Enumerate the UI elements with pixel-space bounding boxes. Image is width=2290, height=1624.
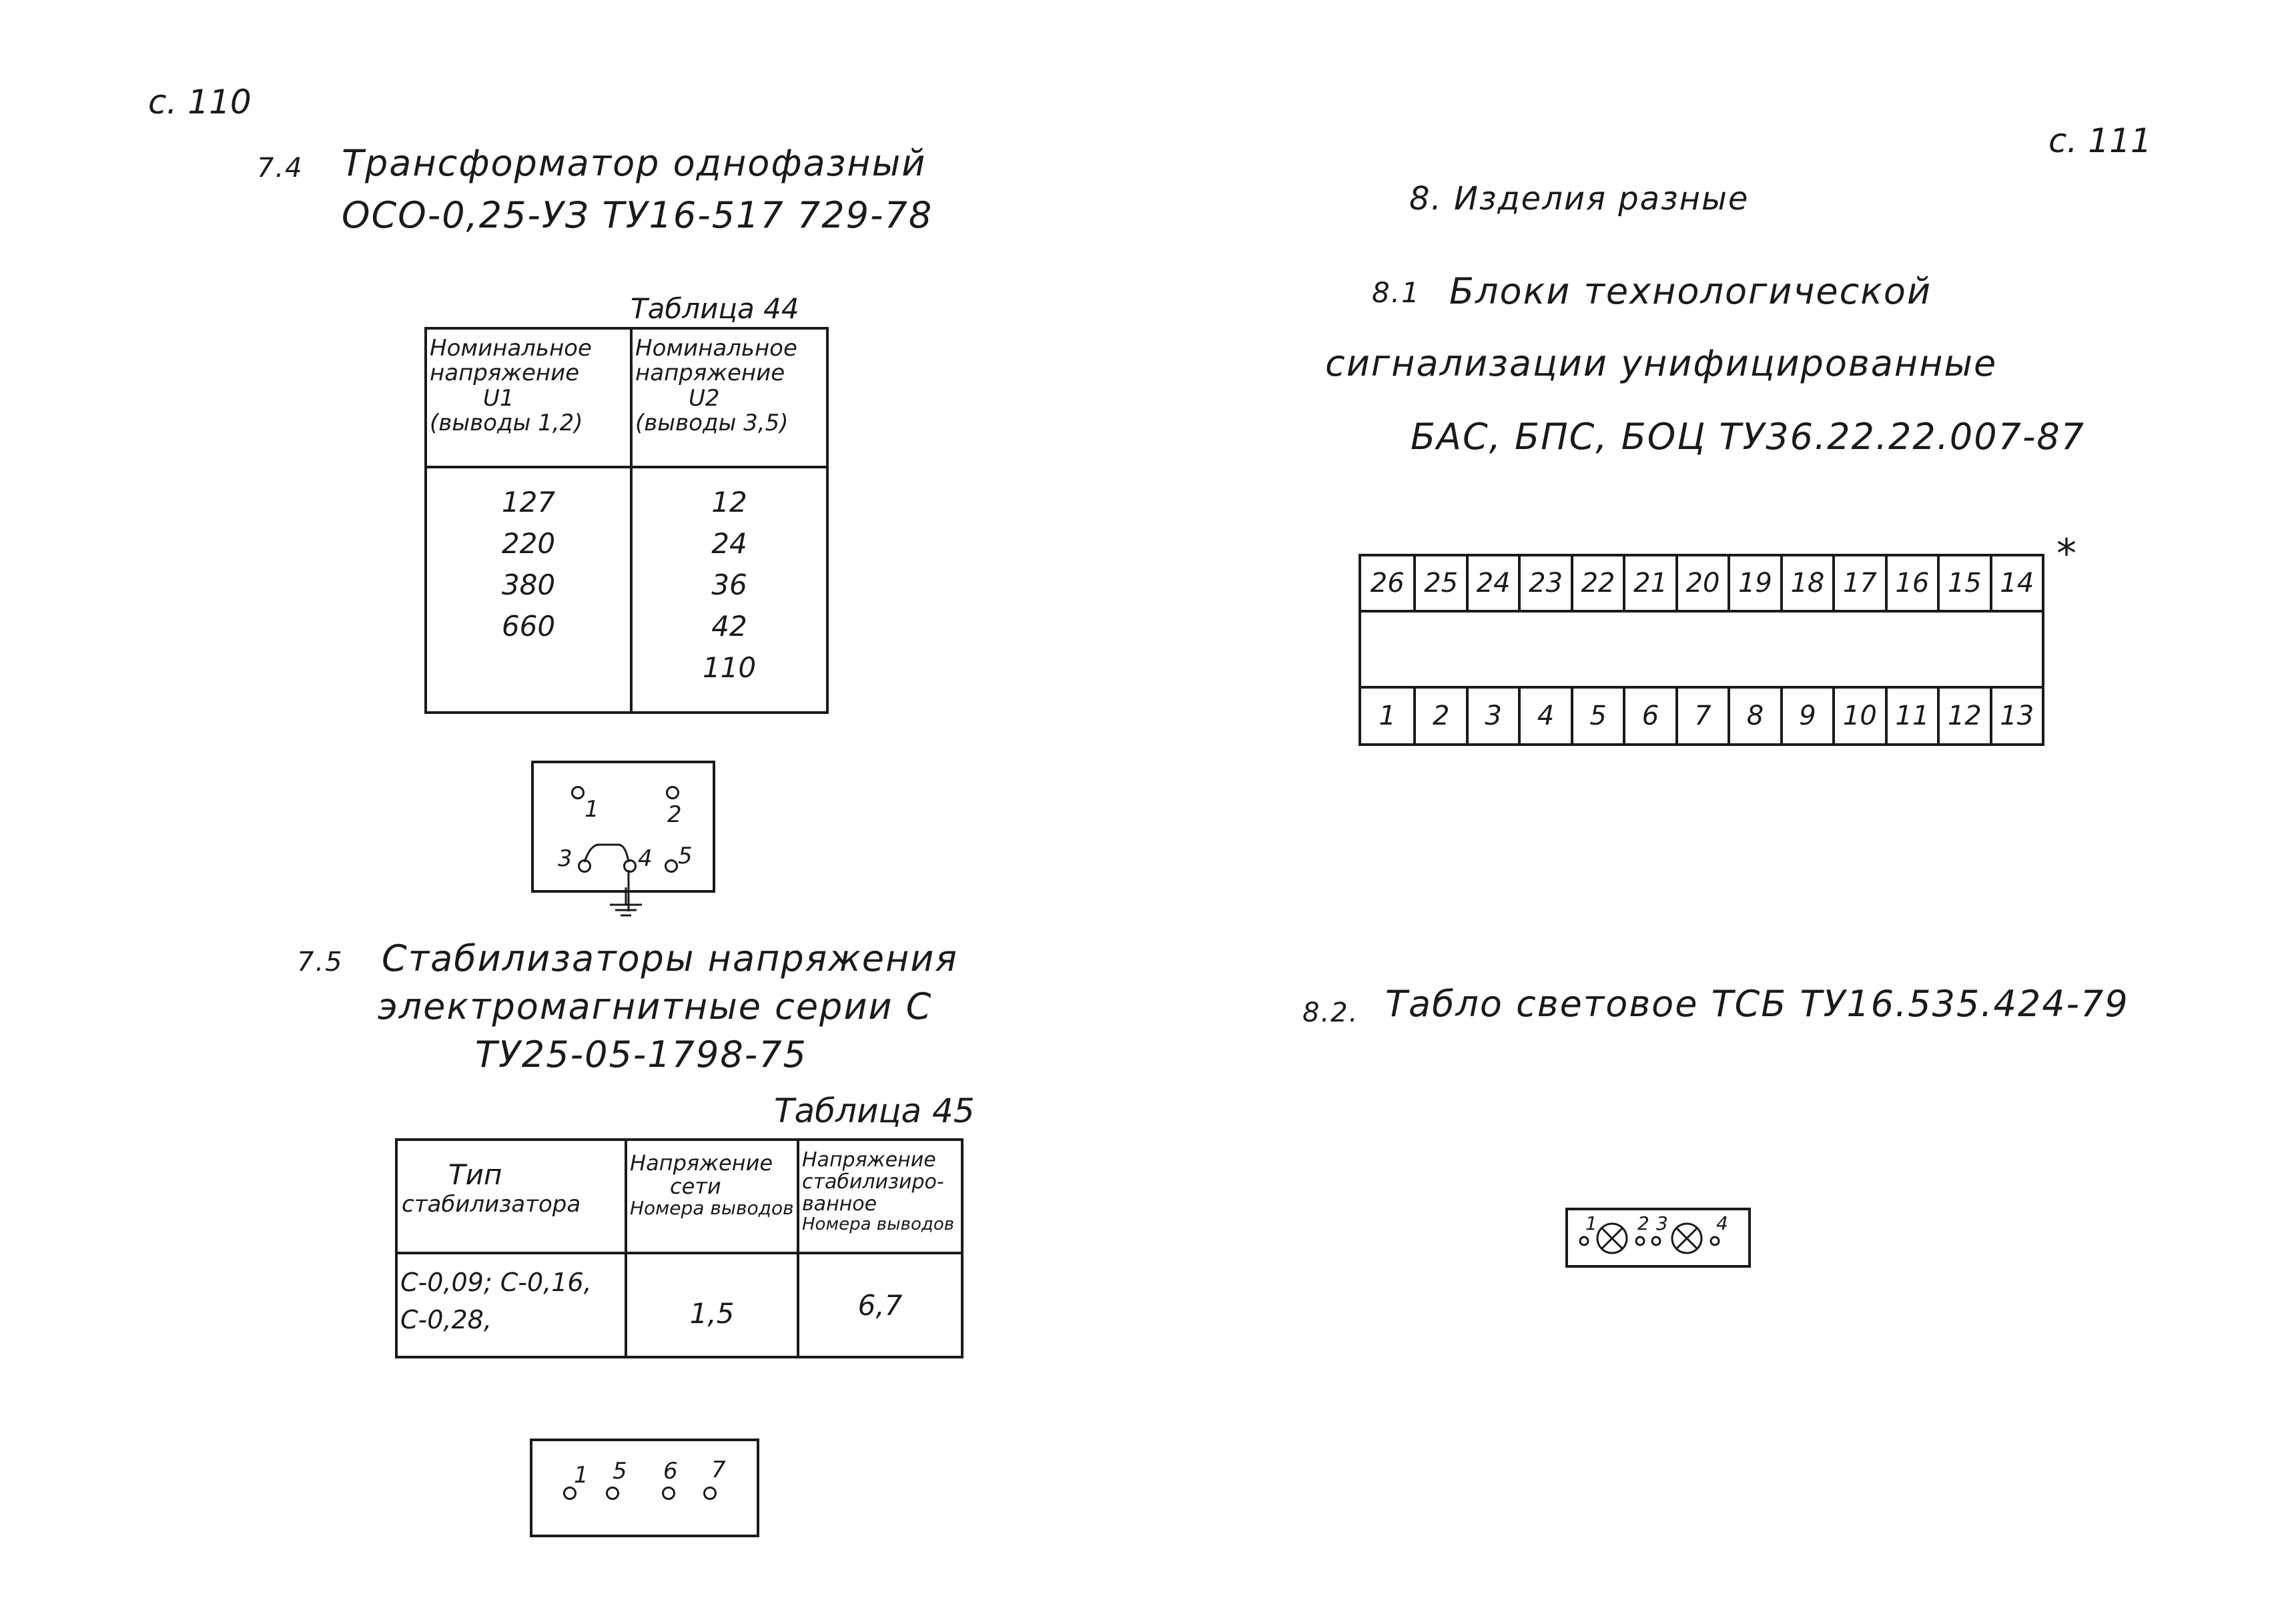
terminal-9: 9 (1780, 689, 1832, 743)
page-number-right: с. 111 (2048, 121, 2152, 160)
stabilizer-diagram: 1 5 6 7 (530, 1439, 759, 1537)
table-45-type-value: С-0,09; С-0,16, С-0,28, (396, 1253, 626, 1357)
table-45-header-stab: Напряжение стабилизиро- ванное Номера выводов (798, 1140, 962, 1253)
section-8-1-tu: БАС, БПС, БОЦ ТУ36.22.22.007-87 (1411, 416, 2086, 458)
terminal-12: 12 (1937, 689, 1989, 743)
terminal-8: 8 (1728, 689, 1780, 743)
table-45-header-type: Тип стабилизатора (396, 1140, 626, 1253)
table-44 (424, 327, 829, 714)
terminal-17: 17 (1832, 556, 1884, 610)
pin-7 (703, 1487, 717, 1500)
terminal-16: 16 (1885, 556, 1937, 610)
section-8-2-title: Табло световое ТСБ ТУ16.535.424-79 (1385, 983, 2129, 1025)
terminal-4: 4 (1518, 689, 1570, 743)
section-8-1-title: Блоки технологической (1449, 270, 1932, 312)
terminal-13: 13 (1990, 689, 2042, 743)
terminal-15: 15 (1937, 556, 1989, 610)
table-44-header-u2: Номинальное напряжение U2 (выводы 3,5) (631, 328, 827, 467)
terminal-3: 3 (1466, 689, 1518, 743)
terminal-20: 20 (1675, 556, 1728, 610)
section-8-2-number: 8.2. (1302, 997, 1359, 1028)
terminal-21: 21 (1623, 556, 1675, 610)
terminal-11: 11 (1885, 689, 1937, 743)
pin-6 (662, 1487, 675, 1500)
ground-icon (601, 887, 654, 921)
section-7-5-subtitle: электромагнитные серии С (378, 985, 933, 1028)
terminal-7: 7 (1675, 689, 1728, 743)
section-7-5-title: Стабилизаторы напряжения (382, 937, 958, 979)
terminal-5: 5 (1571, 689, 1623, 743)
table-45-caption: Таблица 45 (774, 1092, 975, 1130)
table-44-u2-values: 12 24 36 42 110 (631, 467, 827, 713)
lamp-panel-diagram: 1 2 3 4 (1565, 1208, 1751, 1268)
terminal-19: 19 (1728, 556, 1780, 610)
transformer-diagram: 1 2 3 4 5 (531, 761, 715, 893)
section-7-5-number: 7.5 (297, 947, 344, 977)
terminal-strip-body (1359, 607, 2044, 686)
section-8-title: 8. Изделия разные (1409, 180, 1750, 218)
table-45-net-value: 1,5 (626, 1253, 798, 1357)
table-44-header-u1: Номинальное напряжение U1 (выводы 1,2) (426, 328, 631, 467)
section-7-4-number: 7.4 (257, 153, 304, 183)
terminal-strip-bottom (1359, 686, 2044, 746)
asterisk-note: * (2056, 530, 2076, 577)
terminal-23: 23 (1518, 556, 1570, 610)
terminal-24: 24 (1466, 556, 1518, 610)
terminal-10: 10 (1832, 689, 1884, 743)
section-8-1-subtitle: сигнализации унифицированные (1325, 342, 1998, 384)
table-45-header-net: Напряжение сети Номера выводов (626, 1140, 798, 1253)
section-7-4-title: Трансформатор однофазный (342, 142, 927, 184)
pin-5 (606, 1487, 619, 1500)
terminal-2: 2 (1413, 689, 1465, 743)
terminal-25: 25 (1413, 556, 1465, 610)
terminal-26: 26 (1370, 568, 1405, 598)
terminal-14: 14 (1990, 556, 2042, 610)
table-44-caption: Таблица 44 (631, 292, 799, 325)
terminal-6: 6 (1623, 689, 1675, 743)
terminal-strip-top (1359, 554, 2044, 613)
section-7-4-subtitle: ОСО-0,25-УЗ ТУ16-517 729-78 (342, 194, 933, 236)
section-7-5-tu: ТУ25-05-1798-75 (475, 1034, 807, 1076)
table-45 (395, 1138, 964, 1358)
section-8-1-number: 8.1 (1372, 276, 1421, 309)
page-number-left: с. 110 (148, 83, 252, 121)
lamp-icon (1568, 1210, 1748, 1265)
pin-1 (563, 1487, 577, 1500)
terminal-18: 18 (1780, 556, 1832, 610)
table-44-u1-values: 127 220 380 660 (426, 467, 631, 713)
table-45-stab-value: 6,7 (798, 1253, 962, 1357)
terminal-22: 22 (1571, 556, 1623, 610)
terminal-1: 1 (1379, 701, 1396, 731)
